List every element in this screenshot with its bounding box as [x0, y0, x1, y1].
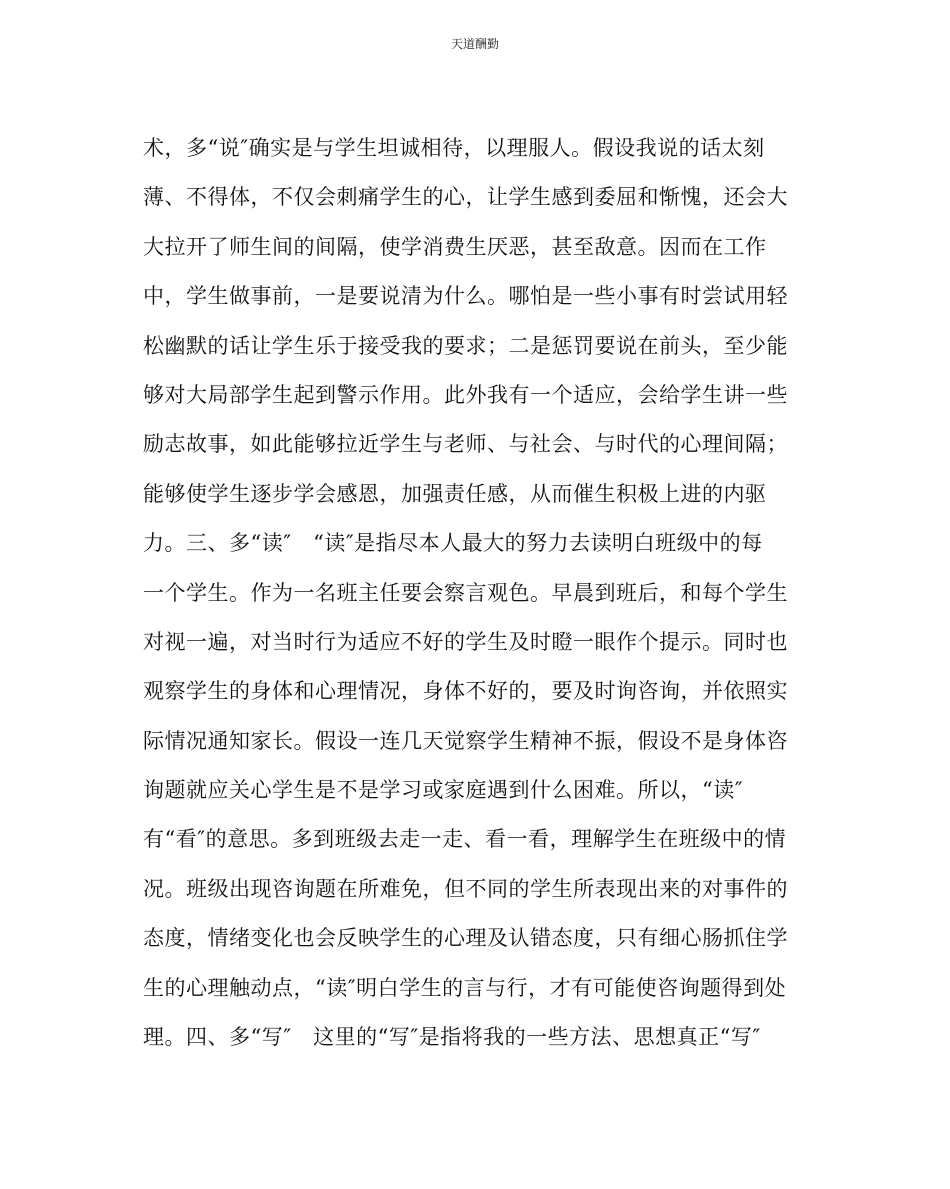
- page-header: 天道酬勤: [450, 37, 499, 51]
- text-line: 生的心理触动点，“读″明白学生的言与行，才有可能使咨询题得到处: [143, 975, 787, 1000]
- text-line: 一个学生。作为一名班主任要会察言观色。早晨到班后，和每个学生: [143, 580, 788, 605]
- text-line: 能够使学生逐步学会感恩，加强责任感，从而催生积极上进的内驱: [143, 481, 767, 506]
- text-line: 况。班级出现咨询题在所难免，但不同的学生所表现出来的对事件的: [143, 876, 788, 901]
- text-line: 松幽默的话让学生乐于接受我的要求；二是惩罚要说在前头，至少能: [143, 333, 788, 358]
- text-line: 观察学生的身体和心理情况，身体不好的，要及时询咨询，并依照实: [143, 679, 788, 704]
- text-line: 理。四、多“写″ 这里的“写″是指将我的一些方法、思想真正“写″: [143, 1025, 761, 1050]
- text-line: 够对大局部学生起到警示作用。此外我有一个适应，会给学生讲一些: [143, 382, 788, 407]
- text-line: 询题就应关心学生是不是学习或家庭遇到什么困难。所以，“读″: [143, 778, 744, 803]
- text-line: 术，多“说″确实是与学生坦诚相待，以理服人。假设我说的话太刻: [143, 136, 765, 160]
- text-line: 态度，情绪变化也会反映学生的心理及认错态度，只有细心肠抓住学: [143, 926, 788, 951]
- text-line: 力。三、多“读″ “读″是指尽本人最大的努力去读明白班级中的每: [143, 531, 763, 556]
- text-line: 中，学生做事前，一是要说清为什么。哪怕是一些小事有时尝试用轻: [143, 284, 788, 309]
- text-line: 薄、不得体，不仅会刺痛学生的心，让学生感到委屈和惭愧，还会大: [143, 185, 788, 210]
- text-line: 大拉开了师生间的间隔，使学消费生厌恶，甚至敌意。因而在工作: [143, 234, 767, 259]
- text-line: 际情况通知家长。假设一连几天觉察学生精神不振，假设不是身体咨: [143, 728, 788, 753]
- text-line: 励志故事，如此能够拉近学生与老师、与社会、与时代的心理间隔；: [143, 432, 788, 457]
- body-text: [143, 124, 823, 1062]
- text-line: 对视一遍，对当时行为适应不好的学生及时瞪一眼作个提示。同时也: [143, 629, 788, 654]
- text-line: 有“看″的意思。多到班级去走一走、看一看，理解学生在班级中的情: [143, 827, 787, 852]
